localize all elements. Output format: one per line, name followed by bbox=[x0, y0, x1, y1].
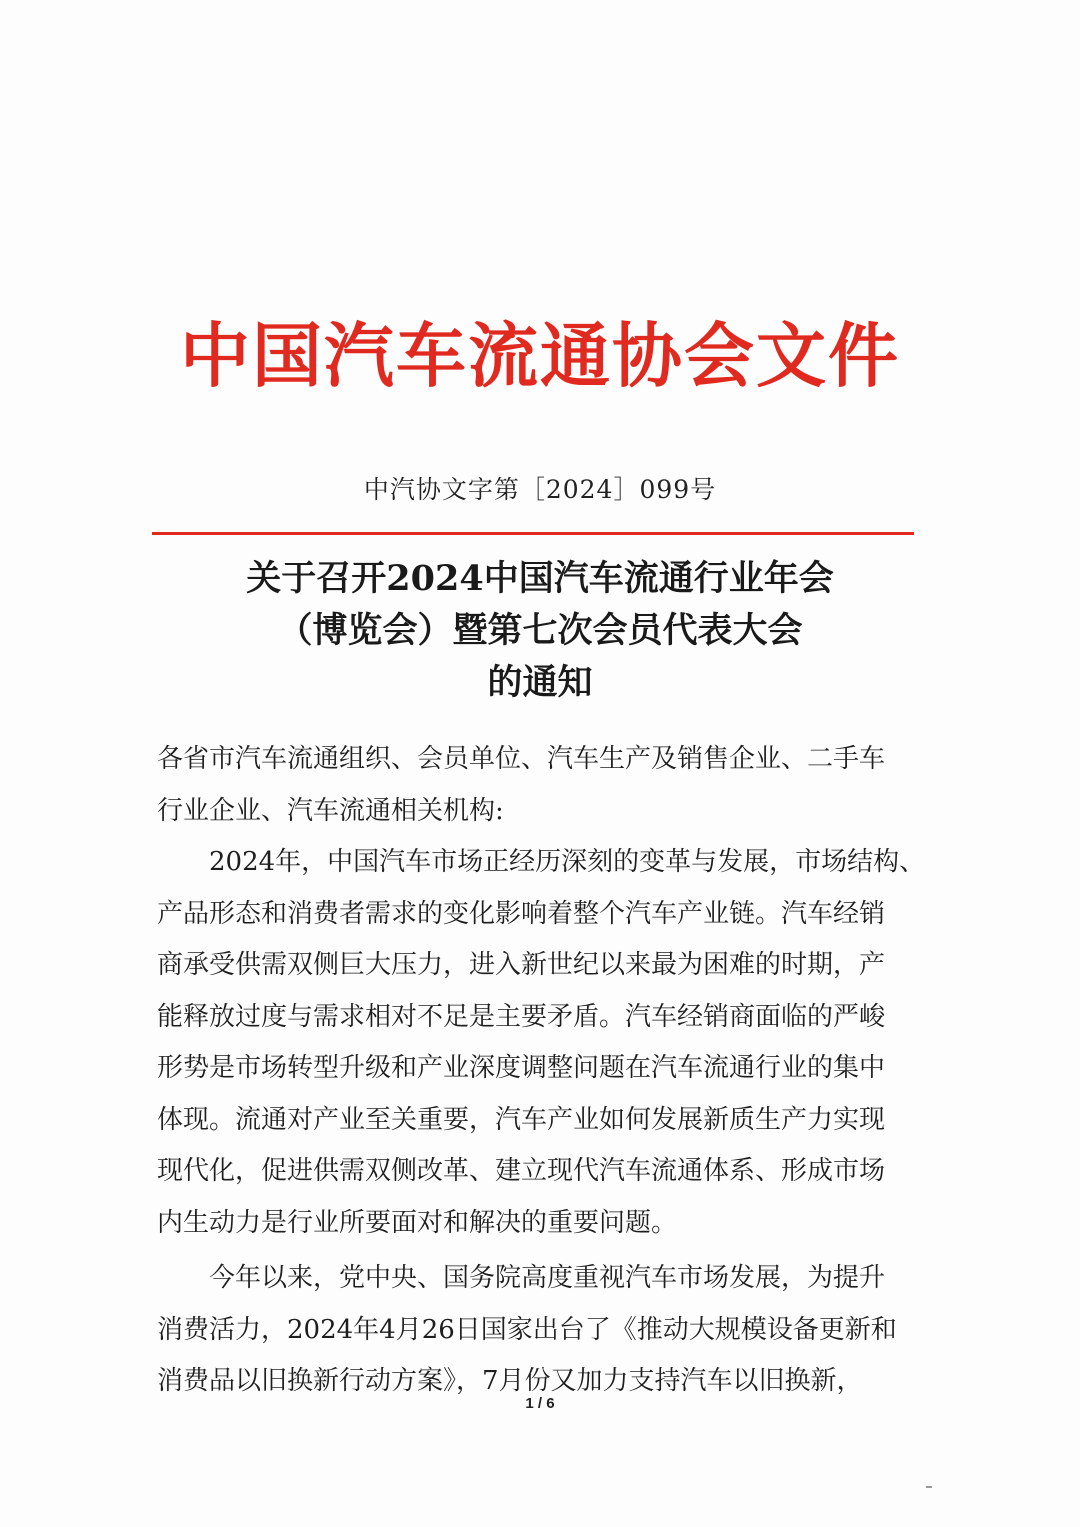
title-line-2: （博览会）暨第七次会员代表大会 bbox=[277, 610, 803, 651]
addressee-line: 行业企业、汽车流通相关机构: bbox=[157, 795, 504, 826]
paragraph-line: 今年以来，党中央、国务院高度重视汽车市场发展，为提升 bbox=[209, 1263, 886, 1293]
paragraph-line: 产品形态和消费者需求的变化影响着整个汽车产业链。汽车经销 bbox=[157, 898, 886, 929]
masthead-title: 中国汽车流通协会文件 bbox=[180, 314, 900, 397]
paragraph-line: 消费品以旧换新行动方案》，7月份又加力支持汽车以旧换新， bbox=[157, 1366, 863, 1396]
page-number: 1 / 6 bbox=[525, 1395, 555, 1412]
addressee-line: 各省市汽车流通组织、会员单位、汽车生产及销售企业、二手车 bbox=[157, 744, 886, 774]
document-number: 中汽协文字第［2024］099号 bbox=[363, 475, 717, 504]
red-divider-line bbox=[152, 532, 914, 535]
paragraph-1 bbox=[157, 837, 937, 1249]
paragraph-line: 消费活力，2024年4月26日国家出台了《推动大规模设备更新和 bbox=[157, 1314, 897, 1345]
paragraph-line: 2024年，中国汽车市场正经历深刻的变革与发展，市场结构、 bbox=[209, 847, 926, 877]
scan-artifact bbox=[926, 1486, 932, 1488]
title-line-1: 关于召开2024中国汽车流通行业年会 bbox=[246, 558, 834, 599]
addressee bbox=[157, 734, 937, 837]
document-body bbox=[157, 734, 937, 1408]
paragraph-line: 能释放过度与需求相对不足是主要矛盾。汽车经销商面临的严峻 bbox=[157, 1001, 886, 1032]
notice-title bbox=[0, 553, 1080, 709]
title-line-3: 的通知 bbox=[487, 662, 593, 703]
paragraph-line: 内生动力是行业所要面对和解决的重要问题。 bbox=[157, 1207, 678, 1238]
paragraph-2 bbox=[157, 1253, 937, 1408]
paragraph-line: 商承受供需双侧巨大压力，进入新世纪以来最为困难的时期，产 bbox=[157, 950, 886, 980]
paragraph-line: 现代化，促进供需双侧改革、建立现代汽车流通体系、形成市场 bbox=[157, 1156, 886, 1186]
paragraph-line: 形势是市场转型升级和产业深度调整问题在汽车流通行业的集中 bbox=[157, 1053, 886, 1083]
paragraph-line: 体现。流通对产业至关重要，汽车产业如何发展新质生产力实现 bbox=[157, 1104, 886, 1135]
